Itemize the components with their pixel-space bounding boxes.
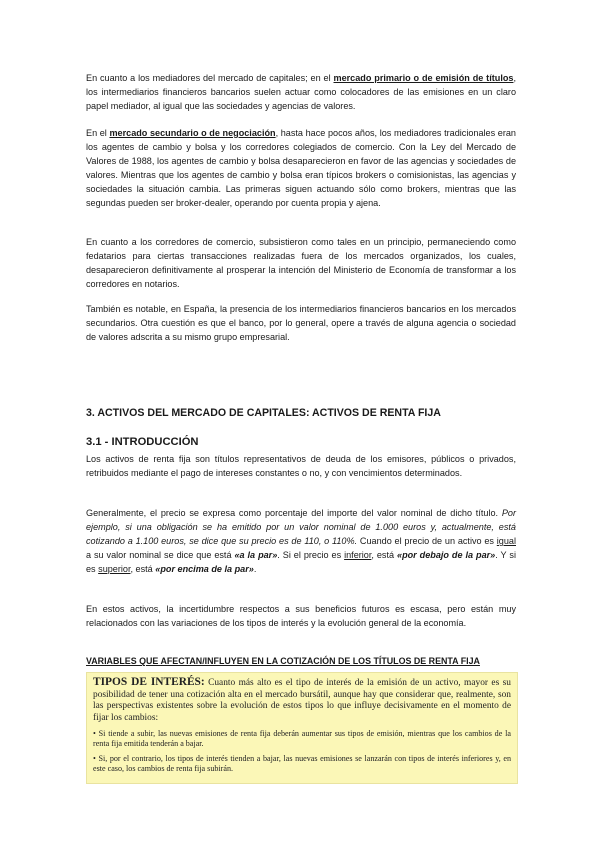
text: , está [371, 550, 398, 560]
variables-heading: VARIABLES QUE AFECTAN/INFLUYEN EN LA COTIZACIÓN DE LOS TÍTULOS DE RENTA FIJA [86, 656, 480, 666]
text: En cuanto a los mediadores del mercado de capitales; en el [86, 73, 334, 83]
text: , los intermediarios financieros bancarios suelen actuar como colocadores de las emisiones en un claro papel mediador, al igual que las sociedades y agencias de valores. [86, 73, 516, 111]
paragraph-corredores: En cuanto a los corredores de comercio, subsistieron como tales en un principio, permaneciendo como fedatarios para ciertas transacciones realizadas fuera de los mercados organizados, los cuales, desaparecieron definitivamente al prosperar la intención del Ministerio de Economía de transformar a los corredores en notarios. [86, 237, 516, 289]
text: a su valor nominal se dice que está [86, 550, 235, 560]
example-text: Por ejemplo, si una obligación se ha emitido por un valor nominal de 1.000 euros y, actualmente, está cotizando a 1.100 euros, se dice que su precio es de 110, o 110%. [86, 508, 516, 546]
text: . [253, 564, 257, 574]
interest-rates-box [86, 672, 518, 784]
paragraph-uncertainty: En estos activos, la incertidumbre respectos a sus beneficios futuros es escasa, pero están muy relacionados con las variaciones de los tipos de interés y la evolución general de la economía. [86, 604, 516, 628]
term-a-la-par: «a la par» [234, 550, 278, 560]
paragraph-banks: También es notable, en España, la presencia de los intermediarios financieros bancarios en los mercados secundarios. Otra cuestión es que el banco, por lo general, opere a través de alguna agencia o sociedad de valores adscrita a su mismo grupo empresarial. [86, 304, 516, 342]
box-content [93, 677, 511, 774]
box-intro [93, 677, 511, 724]
box-title: TIPOS DE INTERÉS: [93, 676, 205, 688]
text: . Si el precio es [277, 550, 345, 560]
term-por-debajo: «por debajo de la par» [397, 550, 496, 560]
secondary-market-link[interactable]: mercado secundario o de negociación [109, 128, 276, 138]
paragraph-secondary-market [86, 126, 516, 210]
underlined-igual: igual [496, 536, 516, 546]
paragraph-price [86, 506, 516, 576]
paragraph-primary-market [86, 71, 516, 113]
text: , hasta hace pocos años, los mediadores tradicionales eran los agentes de cambio y bolsa y los corredores colegiados de comercio. Con la Ley del Mercado de Valores de 1988, los agentes de cambio y bolsa desaparecieron en favor de las agencias y sociedades de valores. Mientras que los agentes de cambio y bolsa eran típicos brokers o comisionistas, las agencias y sociedades la situación cambia. Las primeras siguen actuando sólo como brokers, mientras que las segundas pueden ser broker-dealer, operando por cuenta propia y ajena. [86, 128, 516, 208]
text: , está [130, 564, 156, 574]
subsection-heading: 3.1 - INTRODUCCIÓN [86, 436, 199, 448]
box-text: Cuanto más alto es el tipo de interés de la emisión de un activo, mayor es su posibilidad de tener una cotización alta en el mercado bursátil, aunque hay que considerar que, realmente, son las perspectivas existentes sobre la evolución de estos tipos lo que influye decisivamente en el momento de fijar los cambios: [93, 678, 511, 723]
text: En el [86, 128, 110, 138]
box-bullet-2: • Si, por el contrario, los tipos de interés tienden a bajar, las nuevas emisiones se lanzarán con tipos de interés inferiores y, en este caso, los cambios de renta fija subirán. [93, 754, 511, 774]
underlined-superior: superior [98, 564, 131, 574]
underlined-inferior: inferior [344, 550, 372, 560]
box-bullet-1: • Si tiende a subir, las nuevas emisiones de renta fija deberán aumentar sus tipos de emisión, mientras que los cambios de la renta fija emitida tenderán a bajar. [93, 729, 511, 749]
term-por-encima: «por encima de la par» [155, 564, 254, 574]
text: Cuando el precio de un activo es [357, 536, 497, 546]
text: . Y si es [86, 550, 516, 574]
text: Generalmente, el precio se expresa como porcentaje del importe del valor nominal de dicho título. [86, 508, 502, 518]
primary-market-link[interactable]: mercado primario o de emisión de títulos [333, 73, 514, 83]
paragraph-fixed-income-definition: Los activos de renta fija son títulos representativos de deuda de los emisores, públicos o privados, retribuidos mediante el pago de intereses constantes o no, y con vencimientos determinados. [86, 454, 516, 478]
section-heading: 3. ACTIVOS DEL MERCADO DE CAPITALES: ACTIVOS DE RENTA FIJA [86, 407, 441, 419]
